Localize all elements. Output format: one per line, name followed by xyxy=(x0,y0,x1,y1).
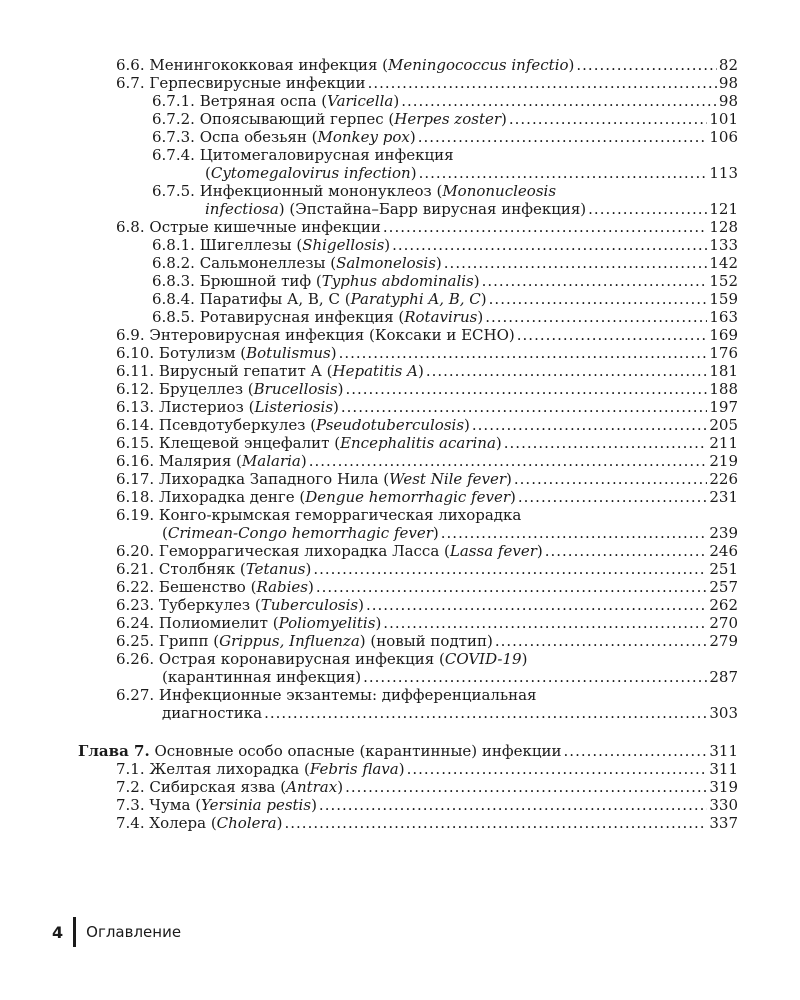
toc-entry[interactable]: 6.16. Малярия (Malaria) ..... 219 xyxy=(0,452,738,470)
page-number: 251 xyxy=(709,560,738,578)
toc-entry[interactable]: 6.7.1. Ветряная оспа (Varicella) ..... 98 xyxy=(0,92,738,110)
page-number: 303 xyxy=(709,704,738,722)
page-number: 152 xyxy=(709,272,738,290)
toc-entry[interactable]: 6.8. Острые кишечные инфекции ..... 128 xyxy=(0,218,738,236)
footer-page-number: 4 xyxy=(52,922,64,942)
page-number: 279 xyxy=(709,632,738,650)
toc-entry[interactable]: 6.11. Вирусный гепатит А (Hepatitis A) ..... 181 xyxy=(0,362,738,380)
toc-entry[interactable]: 6.9. Энтеровирусная инфекция (Коксаки и ЕСНО) ..... 169 xyxy=(0,326,738,344)
toc-entry[interactable]: 6.6. Менингококковая инфекция (Meningococcus infectio) ..... 82 xyxy=(0,56,738,74)
toc-entry[interactable]: 6.19. Конго-крымская геморрагическая лихорадка (Crimean-Congo hemorrhagic fever) ..... 239 xyxy=(0,506,738,542)
page-number: 311 xyxy=(709,760,738,778)
page-number: 101 xyxy=(709,110,738,128)
toc-entry[interactable]: 6.14. Псевдотуберкулез (Pseudotuberculosis) ..... 205 xyxy=(0,416,738,434)
toc-entry[interactable]: 6.7.3. Оспа обезьян (Monkey pox) ..... 106 xyxy=(0,128,738,146)
page-number: 211 xyxy=(709,434,738,452)
page-number: 246 xyxy=(709,542,738,560)
page-number: 287 xyxy=(709,668,738,686)
page-number: 219 xyxy=(709,452,738,470)
toc-entry[interactable]: 6.15. Клещевой энцефалит (Encephalitis acarina) ..... 211 xyxy=(0,434,738,452)
toc-entry[interactable]: 7.1. Желтая лихорадка (Febris flava) ..... 311 xyxy=(0,760,738,778)
page-number: 205 xyxy=(709,416,738,434)
toc-entry[interactable]: 6.27. Инфекционные экзантемы: дифференциальная диагностика ..... 303 xyxy=(0,686,738,722)
page-number: 142 xyxy=(709,254,738,272)
toc-entry[interactable]: 6.8.1. Шигеллезы (Shigellosis) ..... 133 xyxy=(0,236,738,254)
page-number: 121 xyxy=(709,200,738,218)
page-number: 197 xyxy=(709,398,738,416)
toc-chapter-entry[interactable]: Глава 7. Основные особо опасные (карантинные) инфекции ..... 311 xyxy=(0,742,738,760)
page-number: 226 xyxy=(709,470,738,488)
page-number: 176 xyxy=(709,344,738,362)
page-number: 270 xyxy=(709,614,738,632)
toc-entry[interactable]: 6.25. Грипп (Grippus, Influenza) (новый подтип) ..... 279 xyxy=(0,632,738,650)
toc-entry[interactable]: 6.7.2. Опоясывающий герпес (Herpes zoster) ..... 101 xyxy=(0,110,738,128)
table-of-contents xyxy=(0,56,800,832)
toc-entry[interactable]: 6.20. Геморрагическая лихорадка Ласса (Lassa fever) ..... 246 xyxy=(0,542,738,560)
toc-entry[interactable]: 6.24. Полиомиелит (Poliomyelitis) ..... 270 xyxy=(0,614,738,632)
page-number: 113 xyxy=(709,164,738,182)
page-number: 106 xyxy=(709,128,738,146)
toc-entry[interactable]: 6.8.5. Ротавирусная инфекция (Rotavirus) ..... 163 xyxy=(0,308,738,326)
toc-entry[interactable]: 6.13. Листериоз (Listeriosis) ..... 197 xyxy=(0,398,738,416)
toc-entry[interactable]: 6.18. Лихорадка денге (Dengue hemorrhagic fever) ..... 231 xyxy=(0,488,738,506)
toc-entry[interactable]: 6.22. Бешенство (Rabies) ..... 257 xyxy=(0,578,738,596)
toc-entry[interactable]: 6.23. Туберкулез (Tuberculosis) ..... 262 xyxy=(0,596,738,614)
page-number: 262 xyxy=(709,596,738,614)
page-number: 163 xyxy=(709,308,738,326)
footer-divider xyxy=(73,917,76,947)
page-number: 181 xyxy=(709,362,738,380)
page-number: 239 xyxy=(709,524,738,542)
page-number: 133 xyxy=(709,236,738,254)
toc-entry[interactable]: 6.8.3. Брюшной тиф (Typhus abdominalis) ..... 152 xyxy=(0,272,738,290)
page-number: 98 xyxy=(718,74,738,92)
toc-entry[interactable]: 6.7.4. Цитомегаловирусная инфекция (Cytomegalovirus infection) ..... 113 xyxy=(0,146,738,182)
toc-entry[interactable]: 6.7.5. Инфекционный мононуклеоз (Mononucleosis infectiosa) (Эпстайна–Барр вирусная инфекция) ..... 121 xyxy=(0,182,738,218)
page-number: 169 xyxy=(709,326,738,344)
toc-entry[interactable]: 6.8.4. Паратифы А, В, С (Paratyphi A, B, C) ..... 159 xyxy=(0,290,738,308)
toc-entry[interactable]: 7.3. Чума (Yersinia pestis) ..... 330 xyxy=(0,796,738,814)
page-number: 231 xyxy=(709,488,738,506)
page-number: 98 xyxy=(718,92,738,110)
page-footer xyxy=(52,917,181,947)
page-number: 311 xyxy=(709,742,738,760)
page-number: 188 xyxy=(709,380,738,398)
toc-entry[interactable]: 7.4. Холера (Cholera) ..... 337 xyxy=(0,814,738,832)
page-number: 319 xyxy=(709,778,738,796)
page-number: 82 xyxy=(718,56,738,74)
page-number: 128 xyxy=(709,218,738,236)
toc-entry[interactable]: 6.21. Столбняк (Tetanus) ..... 251 xyxy=(0,560,738,578)
toc-entry[interactable]: 6.26. Острая коронавирусная инфекция (COVID-19) (карантинная инфекция) ..... 287 xyxy=(0,650,738,686)
page-number: 257 xyxy=(709,578,738,596)
toc-entry[interactable]: 6.17. Лихорадка Западного Нила (West Nile fever) ..... 226 xyxy=(0,470,738,488)
page-number: 159 xyxy=(709,290,738,308)
page-number: 330 xyxy=(709,796,738,814)
toc-entry[interactable]: 7.2. Сибирская язва (Antrax) ..... 319 xyxy=(0,778,738,796)
page-number: 337 xyxy=(709,814,738,832)
toc-entry[interactable]: 6.10. Ботулизм (Botulismus) ..... 176 xyxy=(0,344,738,362)
toc-entry[interactable]: 6.12. Бруцеллез (Brucellosis) ..... 188 xyxy=(0,380,738,398)
toc-entry[interactable]: 6.8.2. Сальмонеллезы (Salmonelosis) ..... 142 xyxy=(0,254,738,272)
footer-section-title: Оглавление xyxy=(86,923,182,941)
toc-entry[interactable]: 6.7. Герпесвирусные инфекции ..... 98 xyxy=(0,74,738,92)
